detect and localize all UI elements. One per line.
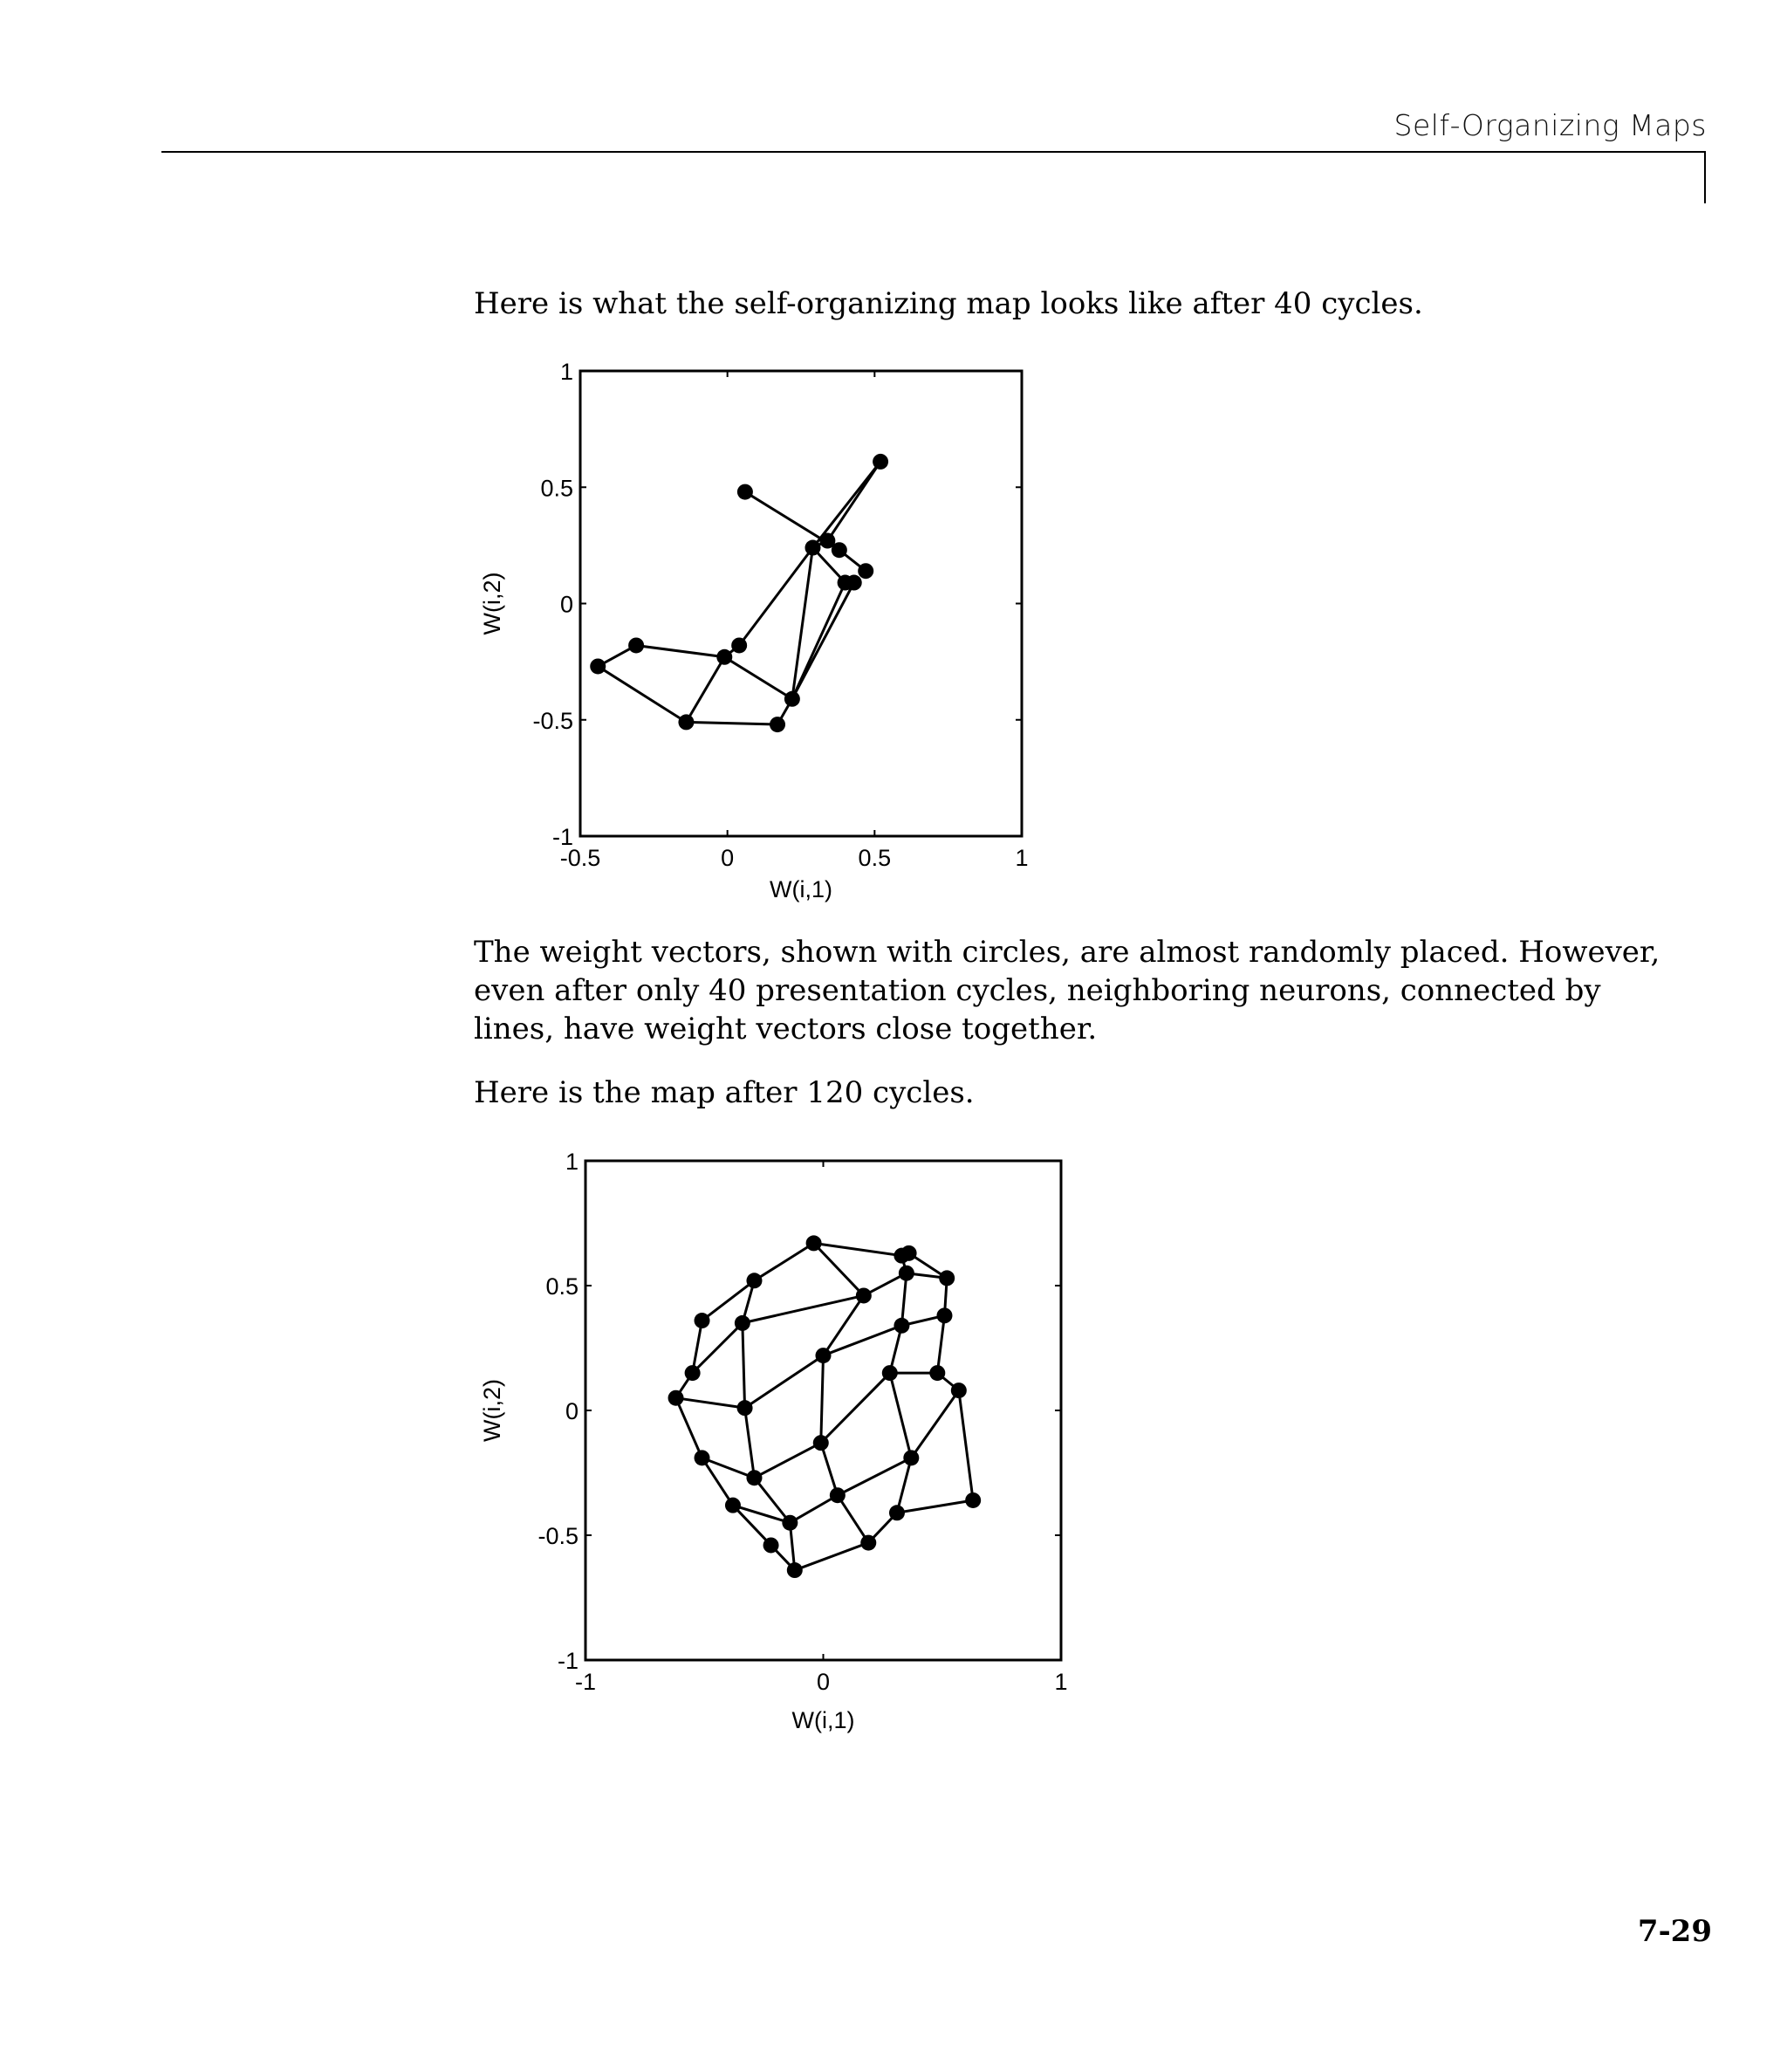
weight-vector-point	[832, 542, 847, 558]
weight-vector-point	[737, 1400, 753, 1416]
neighbor-link	[821, 1355, 824, 1443]
neighbor-link	[795, 1543, 868, 1570]
chart-120-cycles-svg	[474, 1148, 1102, 1759]
weight-vector-point	[763, 1537, 779, 1553]
neighbor-link	[901, 1273, 906, 1326]
weight-vector-point	[813, 1435, 829, 1451]
header-rule-tick	[1704, 151, 1706, 203]
y-tick-label: -1	[557, 1648, 579, 1674]
y-tick-label: 0.5	[545, 1273, 579, 1300]
weight-vector-point	[725, 1498, 741, 1513]
weight-vector-point	[816, 1348, 832, 1363]
weight-vector-point	[735, 1315, 750, 1331]
weight-vector-point	[903, 1450, 919, 1465]
chart-40-cycles	[474, 353, 1085, 916]
weight-vector-point	[936, 1307, 952, 1323]
neighbor-link	[959, 1390, 973, 1500]
neighbor-link	[754, 1243, 813, 1280]
weight-vector-point	[951, 1382, 967, 1398]
header-rule	[161, 151, 1706, 153]
weight-vector-point	[685, 1365, 701, 1381]
page-number: 7-29	[1637, 1914, 1712, 1949]
y-tick-label: 1	[565, 1149, 579, 1175]
x-axis-label: W(i,1)	[791, 1707, 855, 1733]
weight-vector-point	[882, 1365, 898, 1381]
neighbor-link	[838, 1458, 911, 1495]
weight-vector-point	[770, 717, 785, 732]
weight-vector-point	[782, 1515, 798, 1531]
y-tick-label: 0	[565, 1398, 579, 1424]
neighbor-link	[911, 1390, 959, 1458]
weight-vector-point	[716, 649, 732, 665]
x-axis-label: W(i,1)	[770, 876, 832, 902]
y-tick-label: -1	[551, 824, 573, 850]
neighbor-link	[724, 657, 792, 699]
y-tick-label: 1	[559, 359, 573, 385]
neighbor-link	[745, 1355, 824, 1408]
weight-vector-point	[939, 1270, 955, 1286]
neighbor-link	[827, 462, 880, 541]
x-tick-label: 0	[816, 1669, 831, 1695]
running-head-title: Self-Organizing Maps	[1393, 108, 1707, 142]
neighbor-link	[838, 1495, 868, 1542]
plot-frame	[580, 371, 1022, 836]
y-tick-label: 0	[559, 591, 573, 618]
x-tick-label: -1	[574, 1669, 597, 1695]
weight-vector-point	[860, 1535, 876, 1551]
neighbor-link	[937, 1315, 944, 1373]
y-axis-label: W(i,2)	[479, 572, 505, 635]
weight-vector-point	[873, 454, 888, 470]
weight-vector-point	[965, 1492, 981, 1508]
weight-vector-point	[899, 1266, 914, 1281]
weight-vector-point	[806, 1235, 822, 1251]
x-tick-label: 1	[1054, 1669, 1068, 1695]
chart-120-cycles	[474, 1148, 1102, 1762]
y-tick-label: -0.5	[532, 707, 573, 734]
neighbor-link	[686, 657, 724, 723]
paragraph-intro-40-cycles: Here is what the self-organizing map looks like after 40 cycles.	[474, 286, 1423, 321]
weight-vector-point	[678, 714, 694, 730]
neighbor-link	[676, 1398, 745, 1408]
neighbor-link	[897, 1500, 973, 1513]
chart-40-cycles-svg	[474, 353, 1085, 912]
weight-vector-point	[889, 1505, 905, 1520]
weight-vector-point	[668, 1390, 684, 1406]
weight-vector-point	[804, 540, 820, 556]
weight-vector-point	[784, 691, 800, 707]
y-tick-label: 0.5	[540, 475, 573, 502]
neighbor-link	[745, 1408, 755, 1478]
weight-vector-point	[830, 1487, 846, 1503]
neighbor-link	[821, 1443, 838, 1495]
weight-vector-point	[894, 1318, 909, 1334]
x-tick-label: 0.5	[858, 845, 892, 871]
x-tick-label: -0.5	[559, 845, 601, 871]
x-tick-label: 1	[1015, 845, 1029, 871]
neighbor-link	[743, 1295, 864, 1322]
neighbor-link	[897, 1458, 911, 1513]
weight-vector-point	[858, 563, 873, 579]
plot-frame	[585, 1161, 1061, 1660]
weight-vector-point	[746, 1273, 762, 1288]
neighbor-link	[743, 1323, 745, 1408]
neighbor-link	[814, 1243, 864, 1295]
neighbor-link	[821, 1373, 890, 1443]
x-tick-label: 0	[721, 845, 735, 871]
neighbor-link	[598, 666, 686, 722]
y-axis-label: W(i,2)	[479, 1379, 505, 1442]
neighbor-link	[754, 1443, 820, 1478]
weight-vector-point	[731, 637, 747, 653]
neighbor-link	[790, 1495, 838, 1522]
weight-vector-point	[901, 1245, 917, 1261]
neighbor-link	[890, 1373, 912, 1458]
paragraph-120-cycles: Here is the map after 120 cycles.	[474, 1075, 975, 1110]
paragraph-weight-vectors: The weight vectors, shown with circles, are almost randomly placed. However, even after only 40 presentation cycles, neighboring neurons, connected by lines, have weight vectors close together.	[474, 935, 1660, 1046]
y-tick-label: -0.5	[537, 1523, 579, 1549]
weight-vector-point	[628, 637, 644, 653]
neighbor-link	[824, 1326, 902, 1355]
neighbor-link	[686, 722, 777, 724]
weight-vector-point	[846, 575, 862, 591]
neighbor-link	[702, 1280, 755, 1321]
weight-vector-point	[737, 484, 753, 500]
neighbor-link	[636, 645, 724, 656]
weight-vector-point	[590, 658, 606, 674]
neighbor-link	[676, 1398, 702, 1458]
weight-vector-point	[787, 1562, 803, 1578]
weight-vector-point	[695, 1313, 710, 1328]
weight-vector-point	[856, 1287, 872, 1303]
weight-vector-point	[695, 1450, 710, 1465]
neighbor-link	[792, 583, 854, 699]
neighbor-link	[814, 1243, 902, 1255]
weight-vector-point	[746, 1470, 762, 1485]
weight-vector-point	[929, 1365, 945, 1381]
